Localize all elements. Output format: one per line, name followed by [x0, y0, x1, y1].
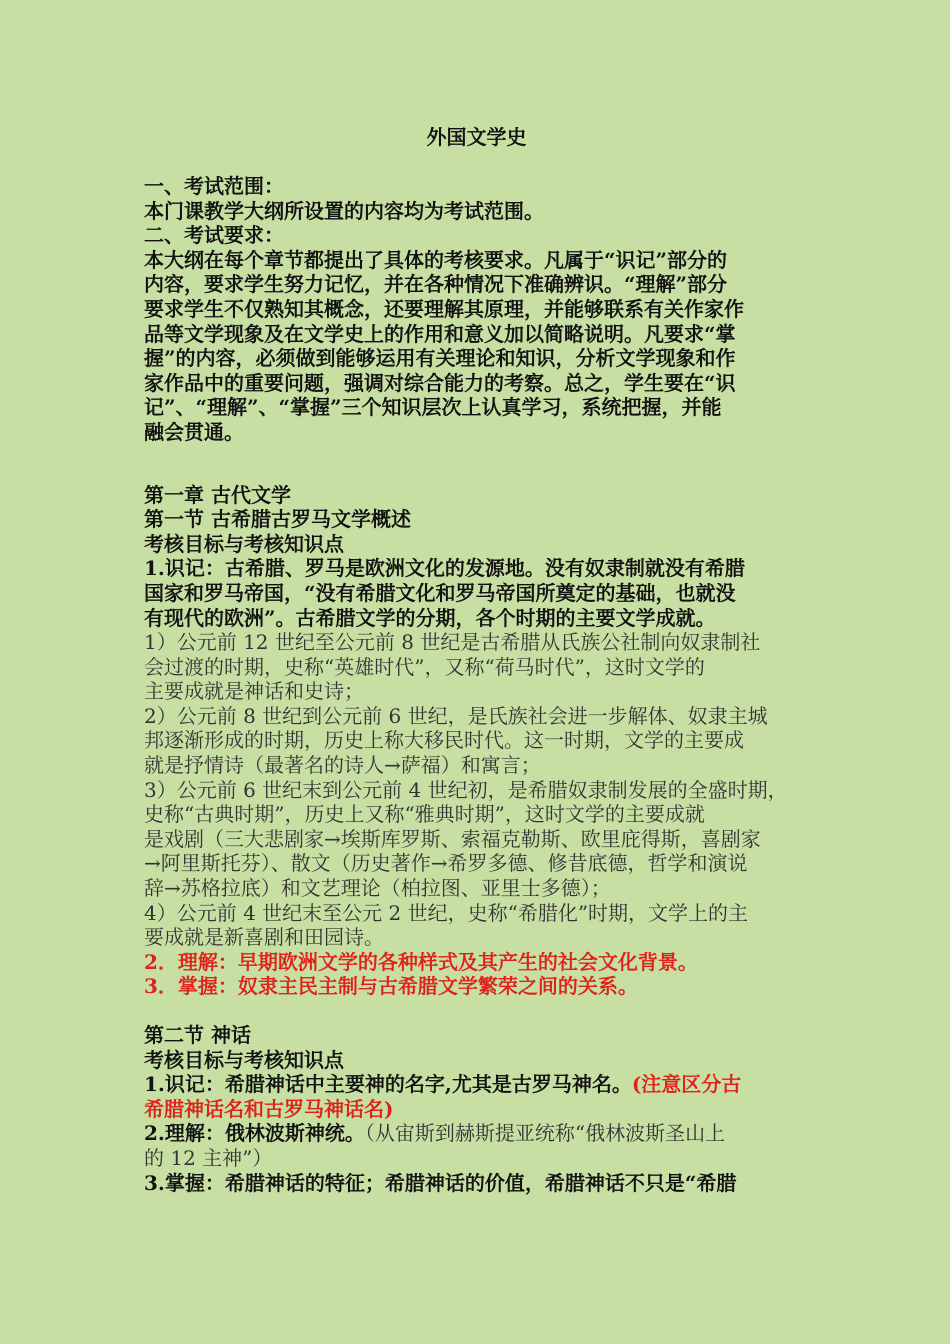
- document-title: 外国文学史: [426, 125, 527, 149]
- period-line: 是戏剧（三大悲剧家→埃斯库罗斯、索福克勒斯、欧里庇得斯，喜剧家: [144, 826, 761, 851]
- requirements-line: 本大纲在每个章节都提出了具体的考核要求。凡属于“识记”部分的: [144, 247, 728, 272]
- recall-line: 国家和罗马帝国，“没有希腊文化和罗马帝国所奠定的基础，也就没: [144, 580, 736, 605]
- myth-recall-note-cont: 希腊神话名和古罗马神话名): [144, 1096, 394, 1121]
- goal-heading: 考核目标与考核知识点: [144, 1047, 344, 1072]
- period-line: 主要成就是神话和史诗；: [144, 679, 364, 704]
- myth-understand-note-cont: 的 12 主神”）: [144, 1145, 273, 1170]
- period-line: 就是抒情诗（最著名的诗人→萨福）和寓言；: [144, 753, 541, 778]
- document-body: [144, 124, 809, 1195]
- requirements-line: 要求学生不仅熟知其概念，还要理解其原理，并能够联系有关作家作: [144, 296, 744, 321]
- master-point: 3．掌握：奴隶主民主制与古希腊文学繁荣之间的关系。: [144, 974, 638, 999]
- requirements-line: 品等文学现象及在文学史上的作用和意义加以简略说明。凡要求“掌: [144, 321, 736, 346]
- requirements-line: 记”、“理解”、“掌握”三个知识层次上认真学习，系统把握，并能: [144, 395, 722, 420]
- myth-understand-note: （从宙斯到赫斯提亚统称“俄林波斯圣山上: [364, 1121, 726, 1146]
- recall-line: 1.识记：古希腊、罗马是欧洲文化的发源地。没有奴隶制就没有希腊: [144, 556, 745, 581]
- myth-understand-line: [144, 1121, 809, 1146]
- section-heading: 第一节 古希腊古罗马文学概述: [144, 507, 411, 532]
- period-line: 3）公元前 6 世纪末到公元前 4 世纪初，是希腊奴隶制发展的全盛时期，: [144, 777, 788, 802]
- heading-exam-requirements: 二、考试要求：: [144, 223, 284, 248]
- requirements-line: 内容，要求学生努力记忆，并在各种情况下准确辨识。“理解”部分: [144, 272, 728, 297]
- period-line: →阿里斯托芬）、散文（历史著作→希罗多德、修昔底德，哲学和演说: [144, 851, 748, 876]
- myth-recall-text: 1.识记：希腊神话中主要神的名字,尤其是古罗马神名。: [144, 1072, 632, 1097]
- section-heading: 第二节 神话: [144, 1023, 251, 1047]
- goal-heading: 考核目标与考核知识点: [144, 531, 344, 556]
- chapter-heading: 第一章 古代文学: [144, 482, 291, 507]
- period-line: 1）公元前 12 世纪至公元前 8 世纪是古希腊从氏族公社制向奴隶制社: [144, 630, 761, 655]
- period-line: 4）公元前 4 世纪末至公元 2 世纪，史称“希腊化”时期，文学上的主: [144, 900, 749, 925]
- heading-exam-scope: 一、考试范围：: [144, 174, 284, 198]
- period-line: 要成就是新喜剧和田园诗。: [144, 925, 384, 950]
- requirements-line: 握”的内容，必须做到能够运用有关理论和知识，分析文学现象和作: [144, 346, 736, 371]
- myth-understand-text: 2.理解：俄林波斯神统。: [144, 1121, 365, 1146]
- myth-master-line: 3.掌握：希腊神话的特征；希腊神话的价值，希腊神话不只是“希腊: [144, 1170, 737, 1195]
- myth-recall-note: (注意区分古: [631, 1072, 742, 1097]
- period-line: 史称“古典时期”，历史上又称“雅典时期”，这时文学的主要成就: [144, 802, 705, 827]
- myth-recall-line: [144, 1072, 809, 1097]
- period-line: 辞→苏格拉底）和文艺理论（柏拉图、亚里士多德）；: [144, 876, 611, 901]
- exam-scope-text: 本门课教学大纲所设置的内容均为考试范围。: [144, 198, 544, 223]
- recall-line: 有现代的欧洲”。古希腊文学的分期，各个时期的主要文学成就。: [144, 605, 716, 630]
- requirements-line: 融会贯通。: [144, 419, 244, 444]
- understand-point: 2．理解：早期欧洲文学的各种样式及其产生的社会文化背景。: [144, 949, 698, 974]
- period-line: 邦逐渐形成的时期，历史上称大移民时代。这一时期，文学的主要成: [144, 728, 744, 753]
- requirements-line: 家作品中的重要问题，强调对综合能力的考察。总之，学生要在“识: [144, 370, 736, 395]
- period-line: 会过渡的时期，史称“英雄时代”，又称“荷马时代”，这时文学的: [144, 654, 705, 679]
- period-line: 2）公元前 8 世纪到公元前 6 世纪，是氏族社会进一步解体、奴隶主城: [144, 703, 768, 728]
